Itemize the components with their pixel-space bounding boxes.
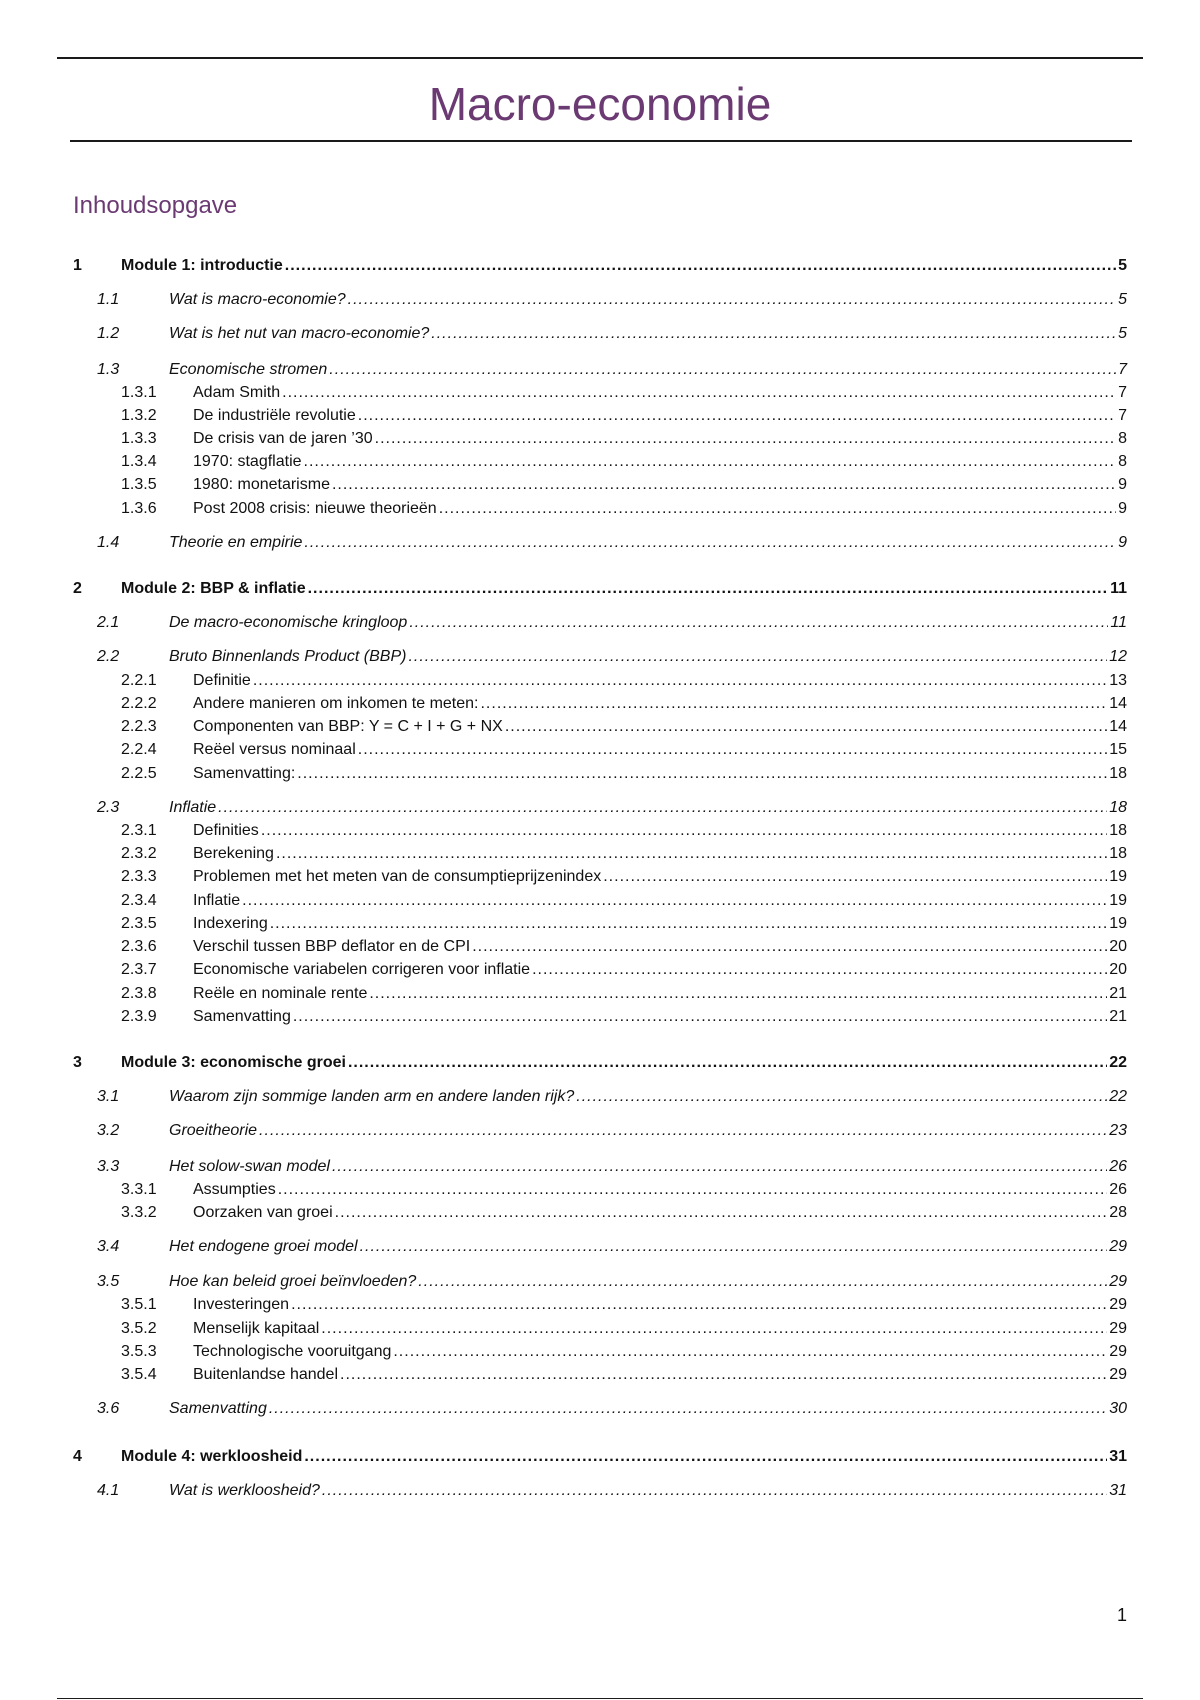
toc-entry-page: 21 [1109, 985, 1127, 1002]
toc-entry[interactable] [121, 498, 1127, 520]
toc-entry-page: 29 [1109, 1273, 1127, 1290]
toc-dot-leader [308, 578, 1108, 600]
toc-dot-leader [439, 498, 1116, 520]
toc-entry-page: 26 [1109, 1181, 1127, 1198]
toc-entry-page: 9 [1118, 476, 1127, 493]
toc-entry-page: 19 [1109, 892, 1127, 909]
toc-entry[interactable] [121, 405, 1127, 427]
toc-entry[interactable] [121, 890, 1127, 912]
toc-entry[interactable] [97, 359, 1127, 381]
toc-dot-leader [304, 451, 1117, 473]
toc-entry-number: 1.3.6 [121, 500, 157, 517]
toc-entry[interactable] [121, 913, 1127, 935]
toc-entry-page: 11 [1110, 580, 1127, 597]
toc-entry-number: 2.3.6 [121, 938, 157, 955]
toc-entry[interactable] [121, 1341, 1127, 1363]
toc-entry-page: 28 [1109, 1204, 1127, 1221]
toc-entry-page: 29 [1109, 1320, 1127, 1337]
toc-dot-leader [270, 913, 1107, 935]
toc-entry[interactable] [97, 646, 1127, 668]
toc-entry-title: Economische variabelen corrigeren voor inflatie [193, 961, 531, 978]
toc-entry[interactable] [121, 1294, 1127, 1316]
toc-entry-number: 2.2.2 [121, 695, 157, 712]
toc-entry-page: 18 [1109, 822, 1127, 839]
toc-entry-title: Wat is macro-economie? [169, 291, 346, 308]
toc-entry-title: Oorzaken van groei [193, 1204, 333, 1221]
toc-entry-number: 1.2 [97, 325, 120, 342]
toc-entry-page: 20 [1109, 961, 1127, 978]
toc-entry-title: Menselijk kapitaal [193, 1320, 320, 1337]
toc-entry-title: Theorie en empirie [169, 534, 303, 551]
toc-dot-leader [375, 428, 1116, 450]
toc-entry[interactable] [121, 382, 1127, 404]
toc-entry-number: 1.3.4 [121, 453, 157, 470]
toc-entry-title: Het endogene groei model [169, 1238, 358, 1255]
toc-dot-leader [348, 289, 1116, 311]
toc-entry-number: 3.5.2 [121, 1320, 157, 1337]
toc-dot-leader [576, 1086, 1107, 1108]
toc-entry-number: 2.2.5 [121, 765, 157, 782]
toc-entry-number: 3.5.3 [121, 1343, 157, 1360]
toc-entry[interactable] [73, 578, 1127, 600]
toc-entry[interactable] [121, 983, 1127, 1005]
toc-entry-number: 2.3.2 [121, 845, 157, 862]
toc-entry-number: 1.3.2 [121, 407, 157, 424]
toc-entry-page: 26 [1109, 1158, 1127, 1175]
toc-entry-title: Inflatie [193, 892, 241, 909]
toc-entry-number: 3.5.1 [121, 1296, 157, 1313]
toc-entry[interactable] [121, 428, 1127, 450]
toc-entry-title: Inflatie [169, 799, 217, 816]
toc-entry-title: Berekening [193, 845, 274, 862]
toc-dot-leader [532, 959, 1107, 981]
toc-entry[interactable] [121, 959, 1127, 981]
toc-entry-title: Samenvatting: [193, 765, 296, 782]
toc-entry-page: 31 [1109, 1482, 1127, 1499]
toc-entry-title: Indexering [193, 915, 268, 932]
toc-entry-number: 3.6 [97, 1400, 120, 1417]
toc-entry-page: 23 [1109, 1122, 1127, 1139]
toc-entry-title: Verschil tussen BBP deflator en de CPI [193, 938, 471, 955]
toc-entry-page: 8 [1118, 453, 1127, 470]
toc-entry[interactable] [121, 1179, 1127, 1201]
toc-dot-leader [322, 1480, 1107, 1502]
toc-entry-number: 2.2.3 [121, 718, 157, 735]
toc-heading: Inhoudsopgave [73, 192, 238, 219]
toc-entry-number: 2.2.4 [121, 741, 157, 758]
toc-dot-leader [393, 1341, 1107, 1363]
toc-dot-leader [472, 936, 1107, 958]
toc-entry-title: Reëel versus nominaal [193, 741, 356, 758]
toc-entry[interactable] [121, 716, 1127, 738]
toc-entry-number: 1.3.1 [121, 384, 157, 401]
toc-dot-leader [282, 382, 1116, 404]
toc-dot-leader [321, 1318, 1107, 1340]
toc-dot-leader [348, 1052, 1107, 1074]
toc-entry-title: Bruto Binnenlands Product (BBP) [169, 648, 407, 665]
toc-entry-page: 14 [1109, 695, 1127, 712]
toc-entry[interactable] [97, 1086, 1127, 1108]
toc-entry-title: Module 3: economische groei [121, 1054, 346, 1071]
toc-entry-title: Samenvatting [169, 1400, 267, 1417]
toc-entry[interactable] [97, 1120, 1127, 1142]
toc-entry[interactable] [73, 1052, 1127, 1074]
toc-entry-number: 2.3.8 [121, 985, 157, 1002]
toc-entry-number: 2.3 [97, 799, 120, 816]
toc-entry-number: 3.4 [97, 1238, 120, 1255]
toc-dot-leader [297, 763, 1107, 785]
toc-entry-page: 29 [1109, 1343, 1127, 1360]
toc-entry-page: 19 [1109, 915, 1127, 932]
toc-entry-page: 14 [1109, 718, 1127, 735]
toc-dot-leader [409, 612, 1108, 634]
toc-entry-title: Het solow-swan model [169, 1158, 330, 1175]
toc-dot-leader [278, 1179, 1108, 1201]
toc-entry-title: Economische stromen [169, 361, 328, 378]
toc-dot-leader [340, 1364, 1107, 1386]
toc-entry-number: 2.3.9 [121, 1008, 157, 1025]
toc-entry[interactable] [73, 255, 1127, 277]
toc-entry-number: 3.5.4 [121, 1366, 157, 1383]
document-title: Macro-economie [428, 78, 772, 130]
toc-entry[interactable] [121, 474, 1127, 496]
toc-entry-number: 3.1 [97, 1088, 120, 1105]
toc-entry-title: Definitie [193, 672, 251, 689]
toc-entry-number: 1.3 [97, 361, 120, 378]
toc-entry-page: 29 [1109, 1366, 1127, 1383]
toc-entry[interactable] [121, 1318, 1127, 1340]
toc-dot-leader [418, 1271, 1107, 1293]
toc-entry-page: 7 [1118, 361, 1127, 378]
toc-dot-leader [253, 670, 1107, 692]
toc-entry-page: 29 [1109, 1296, 1127, 1313]
toc-entry-page: 29 [1109, 1238, 1127, 1255]
toc-dot-leader [329, 359, 1116, 381]
toc-dot-leader [480, 693, 1107, 715]
toc-dot-leader [261, 820, 1107, 842]
toc-entry-number: 2.3.5 [121, 915, 157, 932]
toc-entry-title: 1970: stagflatie [193, 453, 302, 470]
toc-entry-number: 2.2.1 [121, 672, 157, 689]
toc-entry[interactable] [121, 451, 1127, 473]
toc-entry-page: 12 [1109, 648, 1127, 665]
toc-dot-leader [332, 1156, 1107, 1178]
toc-dot-leader [335, 1202, 1108, 1224]
toc-entry-title: Buitenlandse handel [193, 1366, 339, 1383]
toc-entry-number: 2.3.4 [121, 892, 157, 909]
toc-entry-title: Post 2008 crisis: nieuwe theorieën [193, 500, 437, 517]
toc-entry[interactable] [97, 797, 1127, 819]
toc-entry[interactable] [97, 1236, 1127, 1258]
toc-entry-title: Wat is werkloosheid? [169, 1482, 320, 1499]
toc-entry-number: 2.1 [97, 614, 120, 631]
toc-entry-title: Andere manieren om inkomen te meten: [193, 695, 479, 712]
toc-entry-page: 22 [1109, 1054, 1127, 1071]
toc-entry-title: Reële en nominale rente [193, 985, 368, 1002]
toc-entry[interactable] [121, 820, 1127, 842]
toc-dot-leader [332, 474, 1116, 496]
toc-entry-number: 3.2 [97, 1122, 120, 1139]
toc-dot-leader [603, 866, 1107, 888]
toc-entry-number: 1.4 [97, 534, 120, 551]
toc-entry[interactable] [97, 1156, 1127, 1178]
toc-entry[interactable] [121, 693, 1127, 715]
toc-entry-number: 2.3.1 [121, 822, 157, 839]
toc-entry-title: Module 4: werkloosheid [121, 1448, 303, 1465]
toc-entry-page: 18 [1109, 799, 1127, 816]
toc-entry-number: 1.1 [97, 291, 120, 308]
toc-entry-number: 3.3.1 [121, 1181, 157, 1198]
toc-dot-leader [505, 716, 1107, 738]
page-number: 1 [1116, 1605, 1127, 1625]
toc-dot-leader [304, 532, 1116, 554]
toc-entry-title: Waarom zijn sommige landen arm en andere landen rijk? [169, 1088, 575, 1105]
toc-entry-page: 30 [1109, 1400, 1127, 1417]
toc-entry-number: 3 [73, 1054, 82, 1071]
toc-entry[interactable] [97, 1271, 1127, 1293]
toc-entry-number: 4 [73, 1448, 82, 1465]
toc-entry-title: Investeringen [193, 1296, 290, 1313]
toc-entry[interactable] [121, 763, 1127, 785]
toc-entry-page: 7 [1118, 384, 1127, 401]
toc-entry-title: Samenvatting [193, 1008, 291, 1025]
toc-entry-page: 7 [1118, 407, 1127, 424]
toc-entry[interactable] [97, 612, 1127, 634]
toc-entry-number: 3.3.2 [121, 1204, 157, 1221]
toc-entry[interactable] [97, 323, 1127, 345]
toc-dot-leader [242, 890, 1107, 912]
toc-entry[interactable] [97, 1398, 1127, 1420]
bottom-rule [57, 1698, 1143, 1699]
toc-dot-leader [431, 323, 1116, 345]
toc-entry-title: Problemen met het meten van de consumptieprijzenindex [193, 868, 602, 885]
toc-entry-number: 2.3.7 [121, 961, 157, 978]
toc-entry-title: Technologische vooruitgang [193, 1343, 392, 1360]
toc-entry-number: 1.3.5 [121, 476, 157, 493]
toc-dot-leader [285, 255, 1116, 277]
toc-dot-leader [293, 1006, 1107, 1028]
toc-entry-title: De macro-economische kringloop [169, 614, 408, 631]
toc-entry-number: 2 [73, 580, 82, 597]
toc-entry-number: 1 [73, 257, 82, 274]
toc-dot-leader [304, 1446, 1107, 1468]
toc-entry-page: 11 [1110, 614, 1127, 631]
toc-entry-page: 18 [1109, 845, 1127, 862]
toc-entry-title: Module 1: introductie [121, 257, 283, 274]
toc-entry-page: 9 [1118, 500, 1127, 517]
toc-dot-leader [291, 1294, 1107, 1316]
toc-entry[interactable] [121, 670, 1127, 692]
toc-entry[interactable] [121, 843, 1127, 865]
toc-entry-title: Hoe kan beleid groei beïnvloeden? [169, 1273, 417, 1290]
toc-entry-title: Definities [193, 822, 259, 839]
toc-entry-page: 5 [1118, 291, 1127, 308]
toc-entry-number: 1.3.3 [121, 430, 157, 447]
toc-dot-leader [269, 1398, 1107, 1420]
toc-entry-title: De crisis van de jaren ’30 [193, 430, 373, 447]
toc-dot-leader [276, 843, 1107, 865]
toc-entry[interactable] [97, 289, 1127, 311]
toc-dot-leader [358, 739, 1107, 761]
toc-entry-page: 21 [1109, 1008, 1127, 1025]
toc-dot-leader [369, 983, 1107, 1005]
toc-entry-page: 5 [1118, 257, 1127, 274]
toc-dot-leader [259, 1120, 1107, 1142]
toc-entry[interactable] [121, 739, 1127, 761]
toc-entry-number: 3.5 [97, 1273, 120, 1290]
toc-entry[interactable] [121, 936, 1127, 958]
toc-dot-leader [408, 646, 1107, 668]
toc-entry-title: Assumpties [193, 1181, 276, 1198]
toc-dot-leader [360, 1236, 1108, 1258]
toc-entry[interactable] [73, 1446, 1127, 1468]
toc-entry-page: 22 [1109, 1088, 1127, 1105]
toc-entry[interactable] [121, 1202, 1127, 1224]
toc-entry-number: 3.3 [97, 1158, 120, 1175]
toc-entry[interactable] [97, 1480, 1127, 1502]
toc-entry-title: Adam Smith [193, 384, 281, 401]
toc-entry-title: Componenten van BBP: Y = C + I + G + NX [193, 718, 503, 735]
toc-entry-page: 5 [1118, 325, 1127, 342]
toc-entry[interactable] [121, 1006, 1127, 1028]
toc-entry-page: 13 [1109, 672, 1127, 689]
toc-entry-page: 20 [1109, 938, 1127, 955]
toc-entry-title: Wat is het nut van macro-economie? [169, 325, 430, 342]
toc-entry-number: 2.3.3 [121, 868, 157, 885]
toc-entry-page: 8 [1118, 430, 1127, 447]
toc-entry[interactable] [97, 532, 1127, 554]
toc-entry-number: 2.2 [97, 648, 120, 665]
toc-entry[interactable] [121, 866, 1127, 888]
toc-entry-page: 15 [1109, 741, 1127, 758]
toc-dot-leader [218, 797, 1107, 819]
toc-entry-title: Groeitheorie [169, 1122, 258, 1139]
toc-entry-page: 31 [1109, 1448, 1127, 1465]
toc-entry-page: 18 [1109, 765, 1127, 782]
toc-entry-title: De industriële revolutie [193, 407, 356, 424]
toc-entry-page: 9 [1118, 534, 1127, 551]
toc-entry-title: Module 2: BBP & inflatie [121, 580, 306, 597]
toc-entry-page: 19 [1109, 868, 1127, 885]
toc-entry-title: 1980: monetarisme [193, 476, 330, 493]
toc-entry[interactable] [121, 1364, 1127, 1386]
toc-entry-number: 4.1 [97, 1482, 120, 1499]
toc-dot-leader [358, 405, 1116, 427]
